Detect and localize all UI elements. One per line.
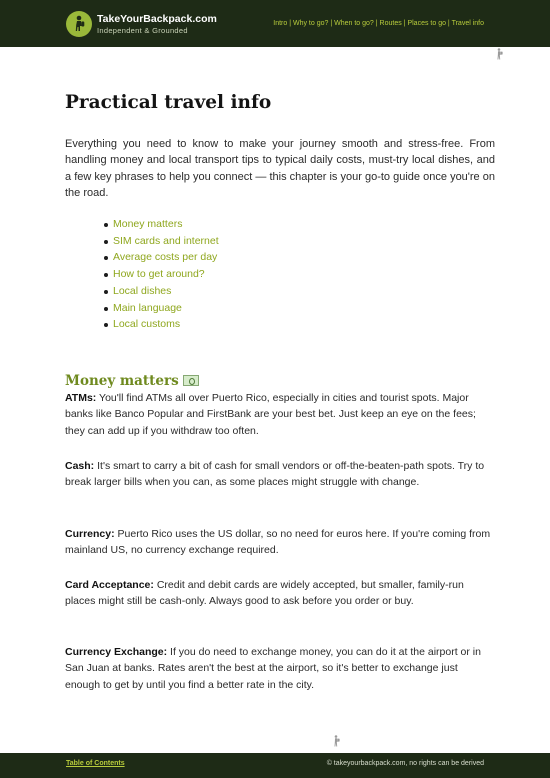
currency-paragraph [65, 526, 495, 559]
toc-item [104, 216, 219, 233]
hiker-icon [332, 735, 341, 747]
chapter-toc [104, 216, 219, 333]
toc-link-local-dishes[interactable]: Local dishes [113, 284, 172, 297]
cash-label: Cash: [65, 460, 95, 472]
atms-label: ATMs: [65, 392, 97, 404]
nav-places-to-go[interactable]: Places to go [407, 20, 446, 27]
site-name[interactable]: TakeYourBackpack.com [97, 13, 217, 25]
nav-routes[interactable]: Routes [379, 20, 402, 27]
currency-label: Currency: [65, 528, 115, 540]
toc-link-money-matters[interactable]: Money matters [113, 218, 183, 230]
section-heading-money [65, 373, 199, 389]
toc-link-average-costs[interactable]: Average costs per day [113, 251, 218, 264]
copyright-notice: © takeyourbackpack.com, no rights can be derived [326, 760, 484, 767]
nav-separator: | [287, 20, 293, 27]
cash-text: It's smart to carry a bit of cash for small vendors or off-the-beaten-path spots. Try to break larger bills when you can, as some places might struggle with change. [65, 460, 485, 489]
section-heading-text: Money matters [65, 373, 179, 389]
hiker-icon [495, 48, 504, 60]
nav-separator: | [445, 20, 452, 27]
nav-why-to-go[interactable]: Why to go? [292, 20, 329, 27]
toc-item [104, 233, 219, 250]
nav-when-to-go[interactable]: When to go? [334, 20, 374, 27]
card-acceptance-label: Card Acceptance: [65, 579, 154, 591]
site-tagline: Independent & Grounded [97, 26, 188, 35]
toc-item [104, 283, 219, 300]
intro-paragraph: Everything you need to know to make your journey smooth and stress-free. From handling money and local transport tips to typical daily costs, must-try local dishes, and a few key phrases to help you connect — this chapter is your go-to guide once you're on the road. [65, 138, 495, 200]
page-footer [0, 753, 550, 778]
atms-text: You'll find ATMs all over Puerto Rico, especially in cities and tourist spots. Major banks like Banco Popular and FirstBank are your best bet. Just keep an eye on the fees; they can add up if you withdraw too often. [65, 392, 476, 437]
toc-item [104, 266, 219, 283]
toc-item [104, 249, 219, 266]
nav-separator: | [373, 20, 380, 27]
toc-link-main-language[interactable]: Main language [113, 301, 182, 314]
atms-paragraph [65, 390, 495, 439]
card-acceptance-paragraph [65, 577, 495, 610]
card-acceptance-text: Credit and debit cards are widely accepted, but smaller, family-run places might still be cash-only. Always good to ask before you order or buy. [65, 579, 464, 608]
toc-link-sim-cards[interactable]: SIM cards and internet [113, 234, 219, 247]
currency-exchange-text: If you do need to exchange money, you can do it at the airport or in San Juan at banks. Rates aren't the best at the airport, so it's better to exchange just enough to get by until you find a better rate in the city. [65, 646, 481, 691]
currency-exchange-label: Currency Exchange: [65, 646, 168, 658]
nav-separator: | [328, 20, 335, 27]
toc-item [104, 300, 219, 317]
toc-link-getting-around[interactable]: How to get around? [113, 268, 205, 281]
nav-intro[interactable]: Intro [273, 20, 288, 27]
page-header [0, 0, 550, 47]
nav-travel-info[interactable]: Travel info [451, 20, 484, 27]
currency-exchange-paragraph [65, 644, 495, 693]
toc-link-local-customs[interactable]: Local customs [113, 318, 181, 331]
toc-item [104, 316, 219, 333]
money-icon [183, 375, 199, 386]
top-navigation [273, 20, 484, 27]
backpacker-logo-icon[interactable] [66, 11, 92, 37]
nav-separator: | [401, 20, 408, 27]
currency-text: Puerto Rico uses the US dollar, so no need for euros here. If you're coming from mainland US, no currency exchange required. [65, 528, 491, 557]
page-title: Practical travel info [65, 92, 272, 113]
cash-paragraph [65, 458, 495, 491]
table-of-contents-link[interactable]: Table of Contents [66, 760, 125, 767]
